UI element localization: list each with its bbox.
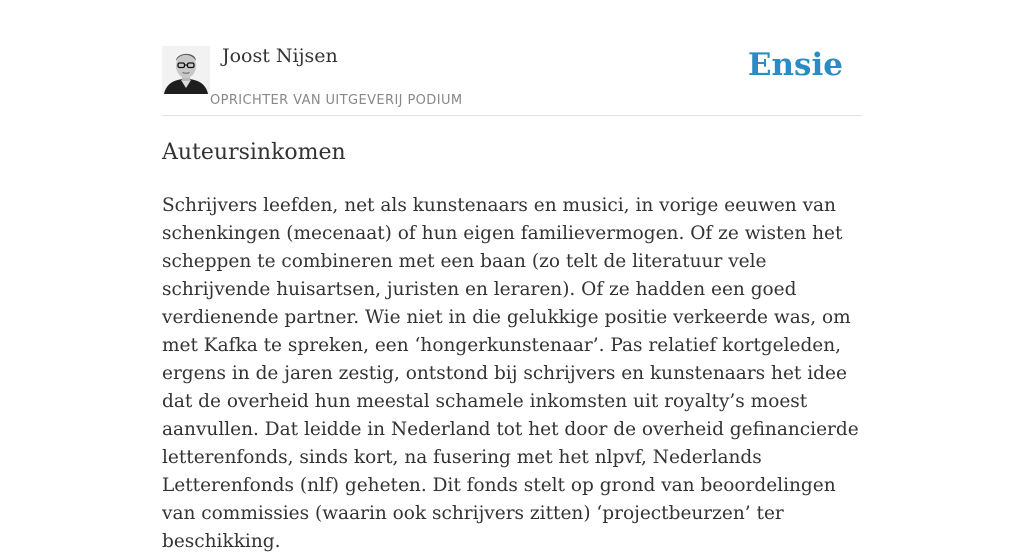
brand-logo[interactable]: Ensie <box>747 47 843 83</box>
author-role: OPRICHTER VAN UITGEVERIJ PODIUM <box>210 93 463 108</box>
article-body: Schrijvers leefden, net als kunstenaars en musici, in vorige eeuwen van schenkingen (mecenaat) of hun eigen familievermogen. Of ze wisten het scheppen te combineren met een baan (zo telt de literatuur vele schrijvende huisartsen, juristen en leraren). Of ze hadden een goed verdienende partner. Wie niet in die gelukkige positie verkeerde was, om met Kafka te spreken, een ‘hongerkunstenaar’. Pas relatief kortgeleden, ergens in de jaren zestig, ontstond bij schrijvers en kunstenaars het idee dat de overheid hun meestal schamele inkomsten uit royalty’s moest aanvullen. Dat leidde in Nederland tot het door de overheid gefinancierde letterenfonds, sinds kort, na fusering met het nlpvf, Nederlands Letterenfonds (nlf) geheten. Dit fonds stelt op grond van beoordelingen van commissies (waarin ook schrijvers zitten) ‘projectbeurzen’ ter beschikking. <box>162 195 859 552</box>
author-name[interactable]: Joost Nijsen <box>222 45 338 67</box>
author-header <box>162 0 862 116</box>
author-avatar[interactable] <box>162 46 210 94</box>
article-title: Auteursinkomen <box>162 140 346 165</box>
author-portrait-icon <box>162 46 210 94</box>
